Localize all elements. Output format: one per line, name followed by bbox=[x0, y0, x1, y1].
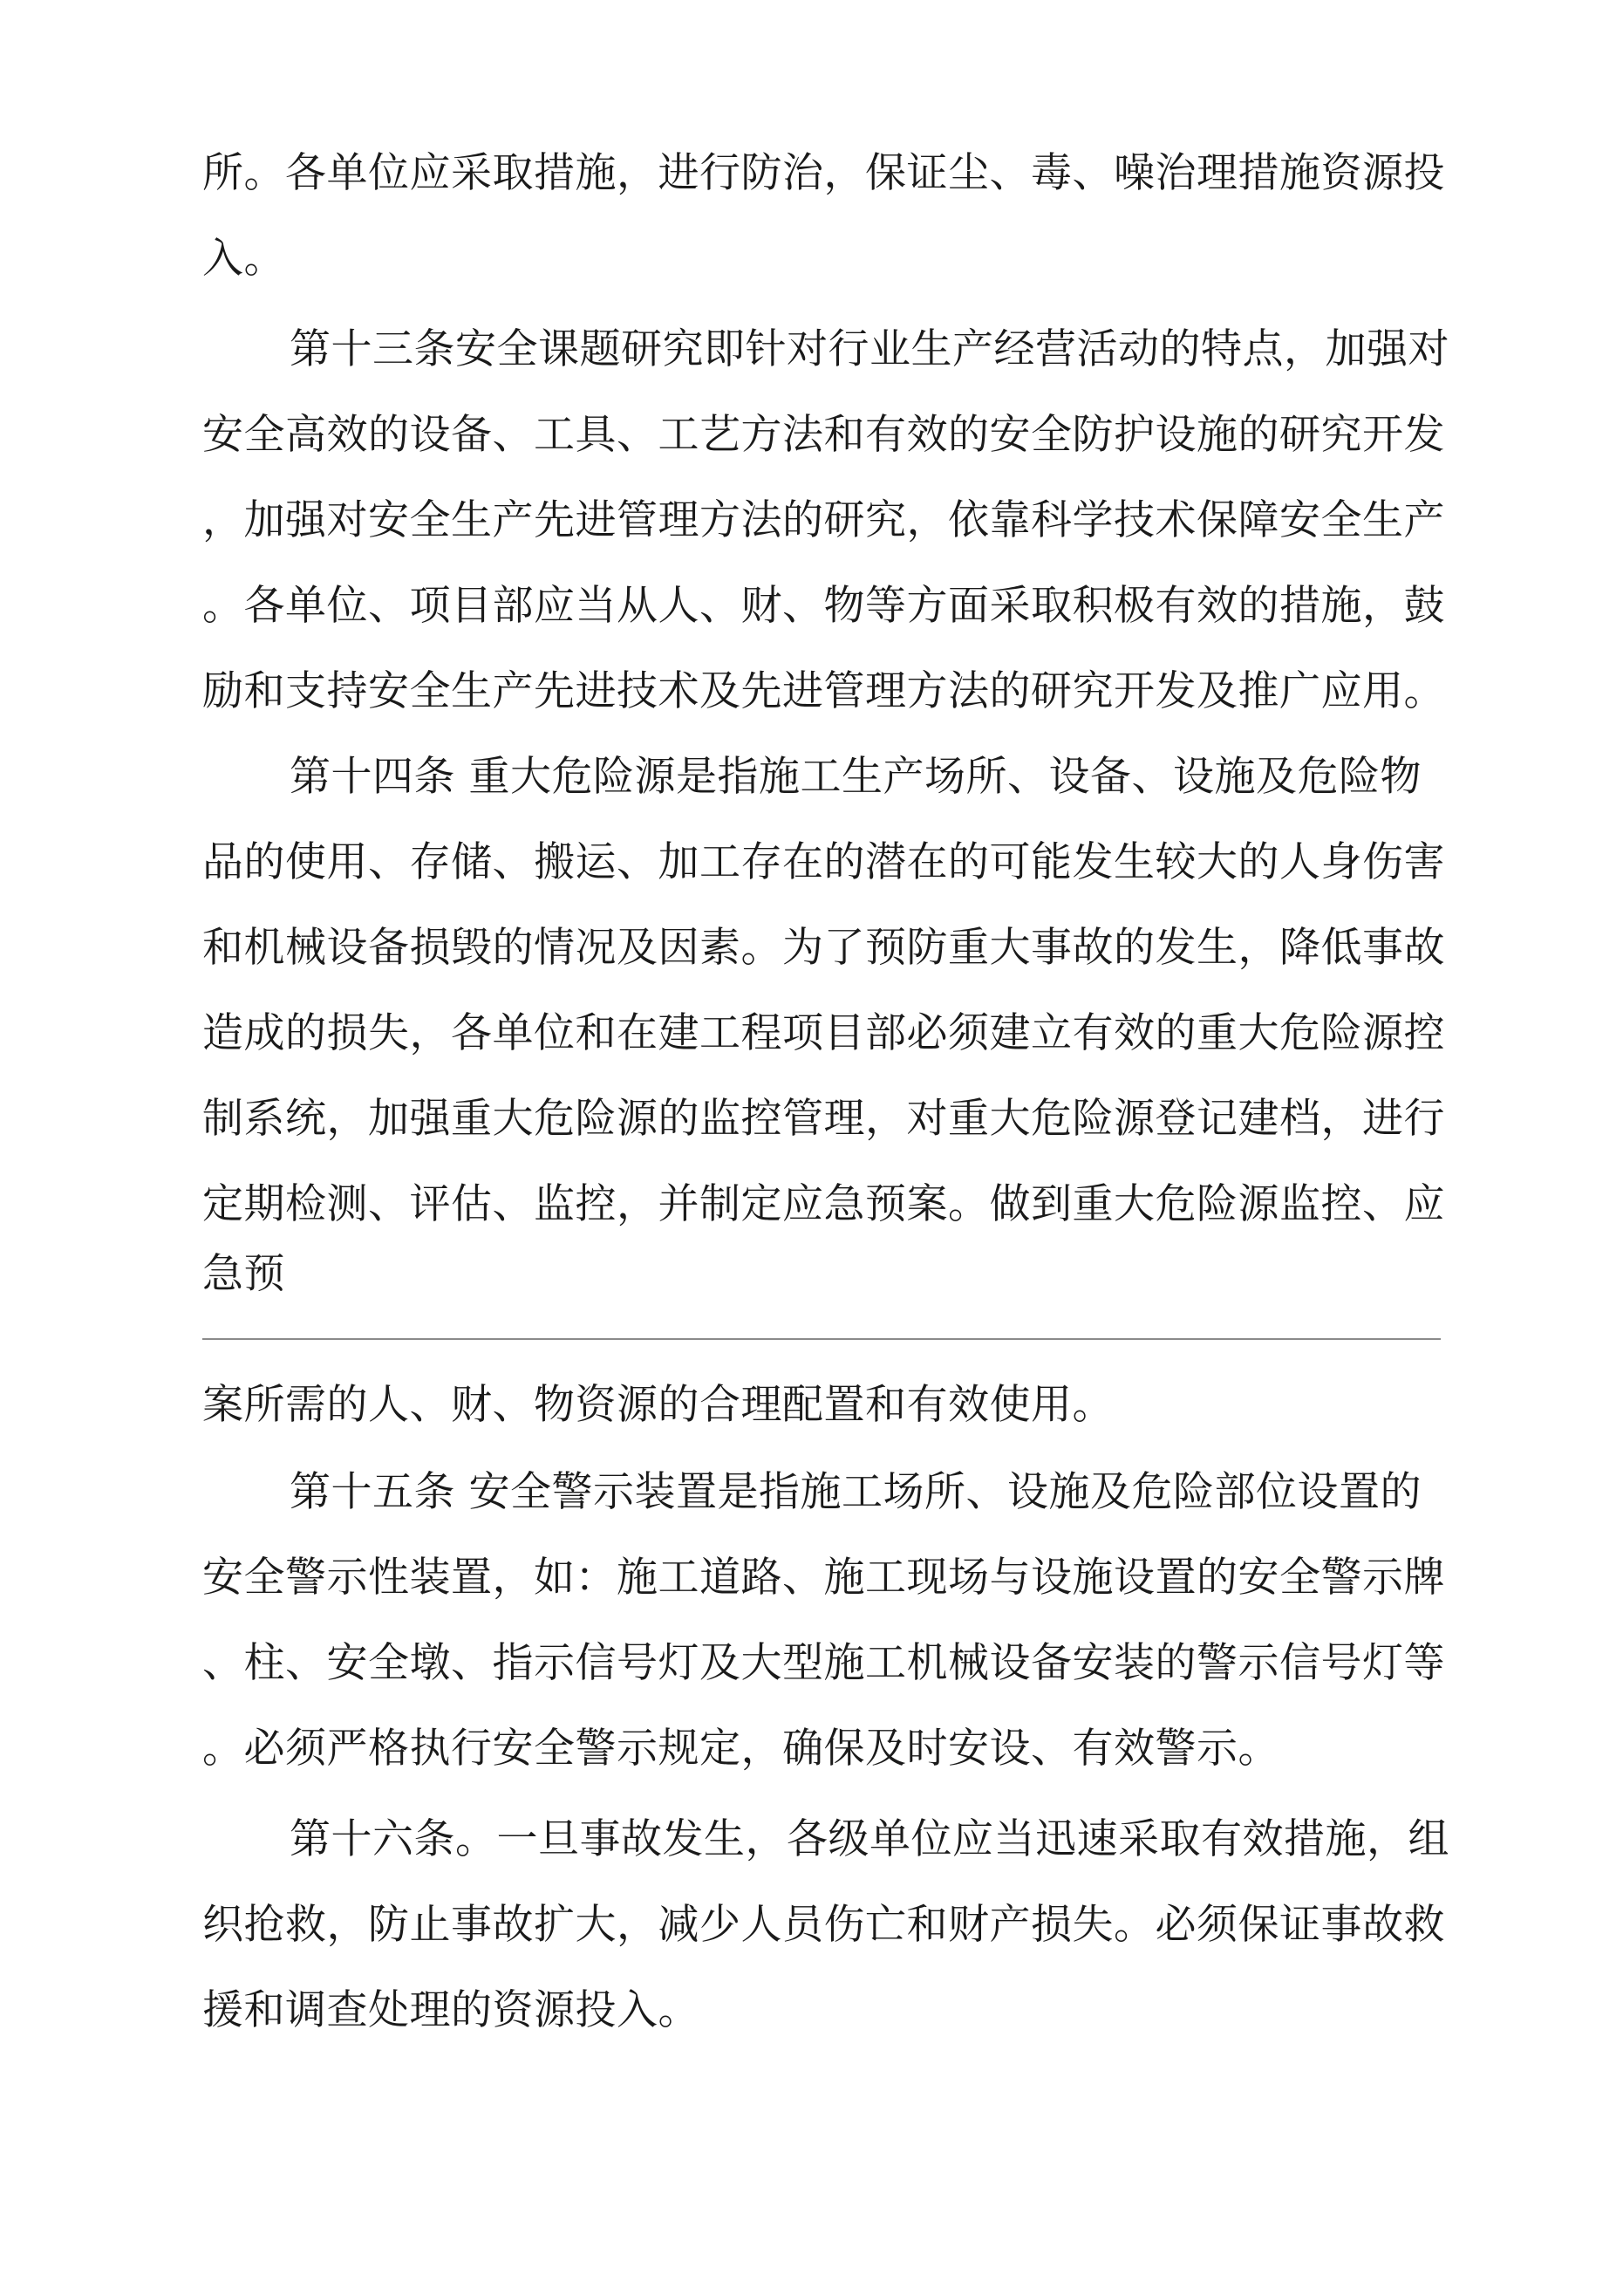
text-line: 励和支持安全生产先进技术及先进管理方法的研究开发及推广应用。 bbox=[202, 667, 1445, 715]
text-line: 援和调查处理的资源投入。 bbox=[202, 1986, 699, 2034]
text-line: 品的使用、存储、搬运、加工存在的潜在的可能发生较大的人身伤害 bbox=[202, 838, 1445, 886]
text-line: 第十五条 安全警示装置是指施工场所、设施及危险部位设置的 bbox=[290, 1468, 1422, 1516]
text-line: 安全高效的设备、工具、工艺方法和有效的安全防护设施的研究开发 bbox=[202, 411, 1445, 459]
text-line: 第十三条安全课题研究即针对行业生产经营活动的特点，加强对 bbox=[290, 325, 1449, 373]
text-line: 第十四条 重大危险源是指施工生产场所、设备、设施及危险物 bbox=[290, 753, 1422, 801]
text-line: 急预 bbox=[202, 1250, 285, 1298]
text-line: 定期检测、评估、监控，并制定应急预案。做到重大危险源监控、应 bbox=[202, 1180, 1445, 1228]
text-line: 案所需的人、财、物资源的合理配置和有效使用。 bbox=[202, 1381, 1114, 1429]
text-line: 制系统，加强重大危险源的监控管理，对重大危险源登记建档，进行 bbox=[202, 1095, 1445, 1143]
text-line: 所。各单位应采取措施，进行防治，保证尘、毒、噪治理措施资源投 bbox=[202, 149, 1445, 197]
text-line: 。各单位、项目部应当从人、财、物等方面采取积极有效的措施，鼓 bbox=[202, 582, 1445, 630]
text-line: 和机械设备损毁的情况及因素。为了预防重大事故的发生，降低事故 bbox=[202, 924, 1445, 972]
page-divider bbox=[202, 1338, 1441, 1340]
text-line: 造成的损失，各单位和在建工程项目部必须建立有效的重大危险源控 bbox=[202, 1009, 1445, 1057]
text-line: 。必须严格执行安全警示规定，确保及时安设、有效警示。 bbox=[202, 1725, 1279, 1773]
text-line: 第十六条。一旦事故发生，各级单位应当迅速采取有效措施，组 bbox=[290, 1815, 1449, 1863]
text-line: 织抢救，防止事故扩大，减少人员伤亡和财产损失。必须保证事故救 bbox=[202, 1901, 1445, 1949]
text-line: 、柱、安全墩、指示信号灯及大型施工机械设备安装的警示信号灯等 bbox=[202, 1639, 1445, 1687]
text-line: 入。 bbox=[202, 235, 285, 283]
text-line: ，加强对安全生产先进管理方法的研究，依靠科学技术保障安全生产 bbox=[202, 496, 1445, 544]
text-line: 安全警示性装置，如：施工道路、施工现场与设施设置的安全警示牌 bbox=[202, 1554, 1445, 1602]
